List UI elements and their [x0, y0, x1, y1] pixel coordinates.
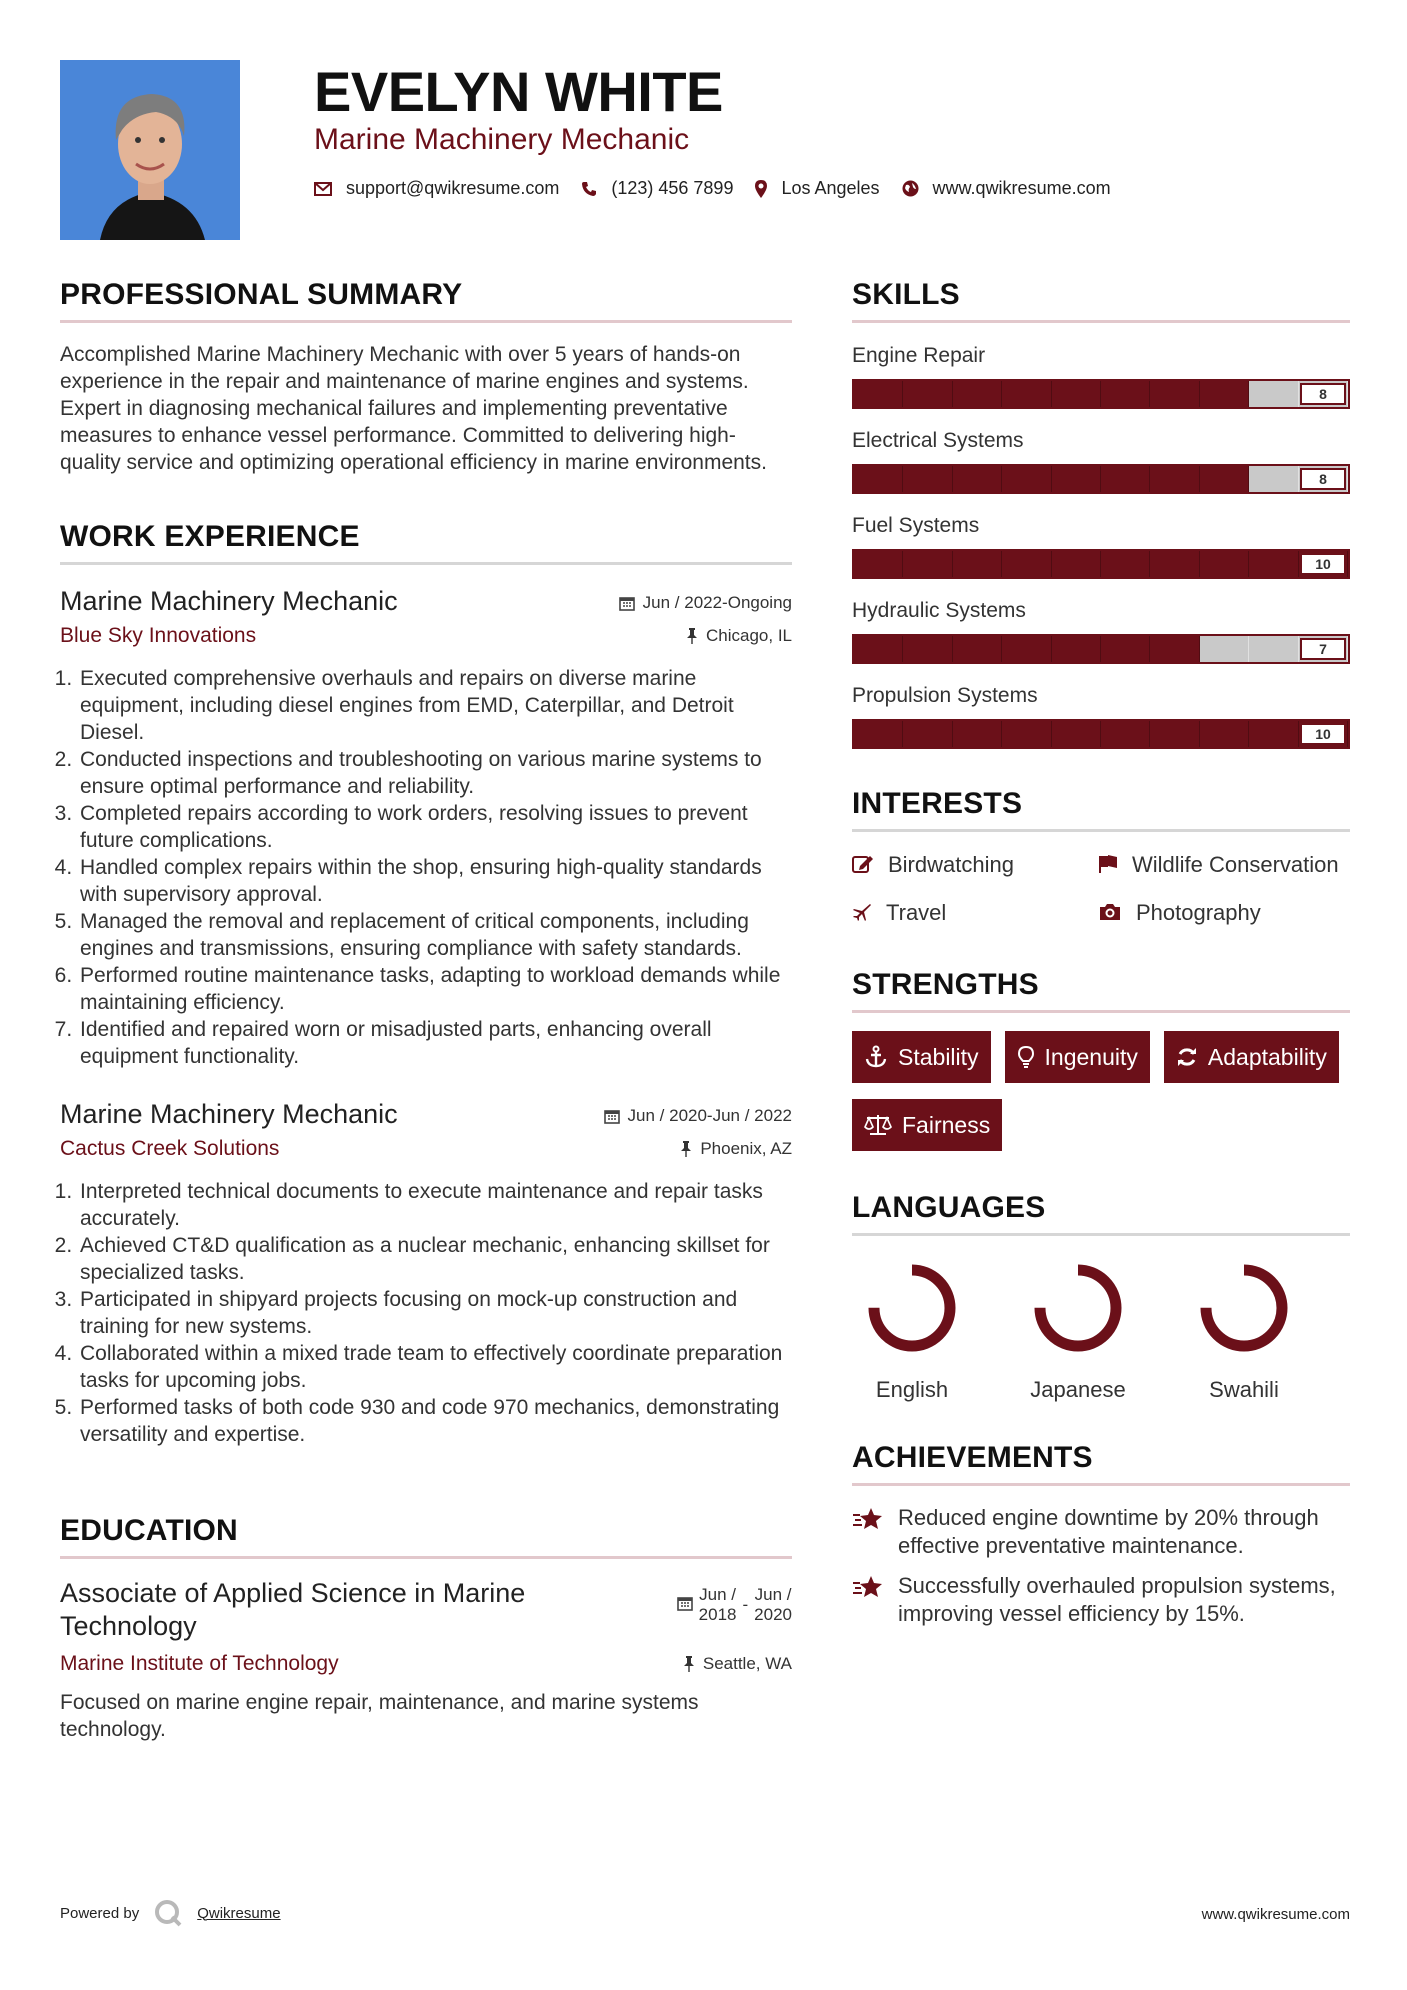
interest-label: Wildlife Conservation — [1132, 852, 1339, 877]
skill-score: 10 — [1300, 553, 1346, 575]
skill-bar-filled-segment — [1200, 721, 1249, 747]
skill-bar-filled-segment — [1101, 551, 1150, 577]
language-item — [1024, 1254, 1132, 1403]
qwikresume-link[interactable]: Qwikresume — [197, 1904, 281, 1922]
language-name: Japanese — [1030, 1377, 1126, 1402]
qwikresume-logo-icon — [153, 1898, 183, 1928]
language-level-ring — [858, 1254, 966, 1362]
skill-bar-filled-segment — [1052, 381, 1101, 407]
edit-icon — [852, 854, 874, 874]
interests-heading: INTERESTS — [852, 787, 1023, 820]
duty-item: 3. Participated in shipyard projects focusing on mock-up construction and training for new systems. — [78, 1286, 792, 1340]
job-location — [680, 1139, 792, 1159]
summary-text: Accomplished Marine Machinery Mechanic with over 5 years of hands-on experience in the repair and maintenance of marine engines and systems. Expert in diagnosing mechanical failures and implementing preventative measures to enhance vessel performance. Committed to delivering high-quality service and optimizing operational efficiency in marine environments. — [60, 343, 767, 474]
skill-bar-filled-segment — [854, 721, 903, 747]
skill-bar-filled-segment — [1052, 721, 1101, 747]
strength-label: Ingenuity — [1044, 1043, 1138, 1070]
education-end-month: Jun / — [754, 1585, 792, 1604]
contact-website-text: www.qwikresume.com — [932, 178, 1111, 198]
school-name: Marine Institute of Technology — [60, 1652, 339, 1675]
strength-label: Fairness — [902, 1111, 991, 1138]
skill-bar-filled-segment — [1200, 551, 1249, 577]
skill-bar-filled-segment — [903, 551, 952, 577]
footer-website[interactable]: www.qwikresume.com — [1201, 1906, 1350, 1923]
interest-item — [1098, 898, 1350, 928]
skill-bar-filled-segment — [1101, 721, 1150, 747]
skills-divider — [852, 320, 1350, 323]
language-level-ring — [1024, 1254, 1132, 1362]
balance-scale-icon — [864, 1113, 892, 1137]
skill-bar-filled-segment — [1002, 466, 1051, 492]
summary-heading: PROFESSIONAL SUMMARY — [60, 278, 463, 311]
skill-bar-filled-segment — [1249, 551, 1298, 577]
skill-bar-filled-segment — [1002, 721, 1051, 747]
skills-list — [852, 341, 1350, 749]
education-start-year: 2018 — [698, 1605, 737, 1624]
strength-label: Adaptability — [1207, 1043, 1327, 1070]
interest-item — [852, 850, 1098, 880]
achievement-item — [852, 1504, 1350, 1560]
calendar-icon — [619, 595, 635, 611]
company-name: Blue Sky Innovations — [60, 624, 257, 647]
powered-by-label: Powered by — [60, 1904, 140, 1922]
skill-bar-filled-segment — [1101, 636, 1150, 662]
job-location — [686, 626, 792, 646]
education-start — [699, 1585, 737, 1625]
skill-bar-filled-segment — [1002, 551, 1051, 577]
strength-chip — [1164, 1031, 1339, 1083]
interest-label: Travel — [886, 900, 947, 925]
skill-bar-empty-segment — [1249, 466, 1298, 492]
duty-item: 6. Performed routine maintenance tasks, adapting to workload demands while maintaining efficiency. — [78, 962, 792, 1016]
education-start-month: Jun / — [699, 1585, 737, 1604]
skill-bar-filled-segment — [854, 466, 903, 492]
map-marker-icon — [755, 180, 767, 198]
interests-divider — [852, 829, 1350, 832]
achievement-text: Reduced engine downtime by 20% through effective preventative maintenance. — [898, 1505, 1319, 1558]
education-location — [683, 1654, 792, 1674]
right-column — [852, 270, 1350, 1640]
contact-website[interactable] — [902, 178, 1111, 199]
language-item — [858, 1254, 966, 1403]
skill-item — [852, 681, 1350, 749]
duty-item: 7. Identified and repaired worn or misadjusted parts, enhancing overall equipment functionality. — [78, 1016, 792, 1070]
achievements-divider — [852, 1483, 1350, 1486]
skill-name: Engine Repair — [852, 344, 986, 367]
interests-grid — [852, 850, 1350, 928]
skill-bar-filled-segment — [1150, 466, 1199, 492]
skill-bar-filled-segment — [1101, 466, 1150, 492]
strengths-heading: STRENGTHS — [852, 968, 1039, 1001]
skill-score: 10 — [1300, 723, 1346, 745]
language-item — [1190, 1254, 1298, 1403]
education-date — [677, 1585, 792, 1625]
flag-icon — [1098, 854, 1118, 874]
skill-bar-filled-segment — [854, 551, 903, 577]
education-divider — [60, 1556, 792, 1559]
pushpin-icon — [680, 1141, 692, 1157]
skill-name: Electrical Systems — [852, 429, 1024, 452]
job-date-text: Jun / 2020-Jun / 2022 — [627, 1106, 792, 1125]
language-level-arc — [874, 1270, 950, 1346]
achievement-item — [852, 1572, 1350, 1628]
education-description: Focused on marine engine repair, maintenance, and marine systems technology. — [60, 1691, 699, 1741]
profile-photo — [60, 60, 240, 240]
skill-bar-filled-segment — [953, 551, 1002, 577]
language-level-ring — [1190, 1254, 1298, 1362]
language-level-arc — [1040, 1270, 1116, 1346]
skill-bar-empty-segment — [1200, 636, 1249, 662]
skill-bar-filled-segment — [953, 721, 1002, 747]
calendar-icon — [677, 1595, 693, 1611]
contact-phone[interactable] — [581, 178, 733, 199]
job-entry — [60, 583, 792, 1070]
duty-list — [60, 1178, 792, 1448]
job-date — [619, 593, 792, 613]
duty-item: 4. Collaborated within a mixed trade team to effectively coordinate preparation tasks for upcoming jobs. — [78, 1340, 792, 1394]
star-award-icon — [852, 1506, 884, 1532]
pushpin-icon — [683, 1656, 695, 1672]
skill-score: 8 — [1300, 383, 1346, 405]
contact-bar — [314, 178, 1111, 199]
duty-item: 1. Interpreted technical documents to execute maintenance and repair tasks accurately. — [78, 1178, 792, 1232]
skill-bar-filled-segment — [953, 381, 1002, 407]
job-title: Marine Machinery Mechanic — [60, 1099, 398, 1129]
skill-bar — [852, 379, 1350, 409]
contact-location-text: Los Angeles — [781, 178, 880, 198]
calendar-icon — [604, 1108, 620, 1124]
skill-bar-filled-segment — [1002, 381, 1051, 407]
job-title: Marine Machinery Mechanic — [60, 586, 398, 616]
skill-bar — [852, 549, 1350, 579]
job-date-text: Jun / 2022-Ongoing — [642, 593, 792, 612]
skill-bar-filled-segment — [854, 381, 903, 407]
duty-item: 2. Achieved CT&D qualification as a nuclear mechanic, enhancing skillset for specialized tasks. — [78, 1232, 792, 1286]
envelope-icon — [314, 182, 332, 196]
job-date — [604, 1106, 792, 1126]
skill-bar — [852, 464, 1350, 494]
skill-bar-filled-segment — [1150, 381, 1199, 407]
skill-score: 8 — [1300, 468, 1346, 490]
skill-bar-filled-segment — [903, 466, 952, 492]
skill-bar-filled-segment — [1101, 381, 1150, 407]
interest-item — [1098, 850, 1350, 880]
languages-heading: LANGUAGES — [852, 1191, 1046, 1224]
skill-bar-filled-segment — [1052, 636, 1101, 662]
duty-item: 1. Executed comprehensive overhauls and repairs on diverse marine equipment, including diesel engines from EMD, Caterpillar, and Detroit Diesel. — [78, 665, 792, 746]
skill-bar — [852, 719, 1350, 749]
language-level-arc — [1206, 1270, 1282, 1346]
left-column — [60, 270, 792, 1743]
skill-bar-filled-segment — [1052, 551, 1101, 577]
languages-list — [852, 1254, 1350, 1403]
job-location-text: Phoenix, AZ — [700, 1139, 792, 1158]
company-name: Cactus Creek Solutions — [60, 1137, 280, 1160]
refresh-icon — [1176, 1046, 1198, 1068]
duty-item: 3. Completed repairs according to work orders, resolving issues to prevent future complications. — [78, 800, 792, 854]
skill-bar-filled-segment — [903, 636, 952, 662]
skill-bar-empty-segment — [1249, 636, 1298, 662]
education-location-text: Seattle, WA — [702, 1654, 792, 1673]
experience-heading: WORK EXPERIENCE — [60, 520, 360, 553]
skill-name: Propulsion Systems — [852, 684, 1038, 707]
pushpin-icon — [686, 628, 698, 644]
skills-heading: SKILLS — [852, 278, 960, 311]
summary-divider — [60, 320, 792, 323]
contact-location — [755, 178, 879, 199]
footer-powered-by — [60, 1898, 281, 1928]
strength-chip — [1005, 1031, 1150, 1083]
skill-item — [852, 511, 1350, 579]
contact-email[interactable] — [314, 178, 559, 199]
education-end-year: 2020 — [754, 1605, 792, 1624]
education-end — [754, 1585, 792, 1625]
date-dash: - — [742, 1595, 749, 1614]
duty-item: 5. Managed the removal and replacement of critical components, including engines and transmissions, ensuring compliance with safety standards. — [78, 908, 792, 962]
star-award-icon — [852, 1574, 884, 1600]
duty-item: 5. Performed tasks of both code 930 and code 970 mechanics, demonstrating versatility and expertise. — [78, 1394, 792, 1448]
strengths-list — [852, 1031, 1350, 1151]
interest-label: Photography — [1136, 900, 1261, 925]
strength-chip — [852, 1031, 991, 1083]
skill-item — [852, 596, 1350, 664]
skill-bar-filled-segment — [1249, 721, 1298, 747]
languages-divider — [852, 1233, 1350, 1236]
candidate-name: EVELYN WHITE — [314, 60, 723, 123]
duty-item: 2. Conducted inspections and troubleshooting on various marine systems to ensure optimal performance and reliability. — [78, 746, 792, 800]
skill-item — [852, 341, 1350, 409]
globe-icon — [902, 180, 919, 197]
job-entry — [60, 1096, 792, 1448]
strength-chip — [852, 1099, 1002, 1151]
experience-divider — [60, 562, 792, 565]
phone-icon — [581, 181, 597, 197]
contact-email-text: support@qwikresume.com — [346, 178, 560, 198]
lightbulb-icon — [1017, 1045, 1035, 1069]
strengths-divider — [852, 1010, 1350, 1013]
skill-bar-filled-segment — [1052, 466, 1101, 492]
contact-phone-text: (123) 456 7899 — [611, 178, 734, 198]
duty-item: 4. Handled complex repairs within the shop, ensuring high-quality standards with supervisory approval. — [78, 854, 792, 908]
skill-name: Hydraulic Systems — [852, 599, 1026, 622]
language-name: English — [875, 1377, 949, 1402]
plane-icon — [852, 902, 872, 922]
skill-bar-filled-segment — [1200, 466, 1249, 492]
camera-icon — [1098, 902, 1122, 922]
skill-bar-filled-segment — [903, 721, 952, 747]
job-location-text: Chicago, IL — [706, 626, 792, 645]
skill-bar-filled-segment — [1150, 551, 1199, 577]
skill-bar-filled-segment — [854, 636, 903, 662]
skill-bar-filled-segment — [903, 381, 952, 407]
candidate-title: Marine Machinery Mechanic — [314, 123, 690, 156]
achievement-text: Successfully overhauled propulsion systems, improving vessel efficiency by 15%. — [898, 1573, 1336, 1626]
skill-bar-filled-segment — [1002, 636, 1051, 662]
duty-list — [60, 665, 792, 1070]
skill-bar-filled-segment — [953, 466, 1002, 492]
degree-title: Associate of Applied Science in Marine Technology — [60, 1578, 526, 1641]
strength-label: Stability — [898, 1043, 979, 1070]
anchor-icon — [864, 1045, 888, 1069]
skill-bar-filled-segment — [1200, 381, 1249, 407]
skill-bar-filled-segment — [1150, 721, 1199, 747]
skill-item — [852, 426, 1350, 494]
interest-label: Birdwatching — [888, 852, 1014, 877]
interest-item — [852, 898, 1098, 928]
language-name: Swahili — [1209, 1377, 1279, 1402]
skill-bar-filled-segment — [1150, 636, 1199, 662]
skill-score: 7 — [1300, 638, 1346, 660]
skill-name: Fuel Systems — [852, 514, 980, 537]
skill-bar — [852, 634, 1350, 664]
skill-bar-empty-segment — [1249, 381, 1298, 407]
skill-bar-filled-segment — [953, 636, 1002, 662]
education-heading: EDUCATION — [60, 1514, 238, 1547]
achievements-heading: ACHIEVEMENTS — [852, 1441, 1093, 1474]
